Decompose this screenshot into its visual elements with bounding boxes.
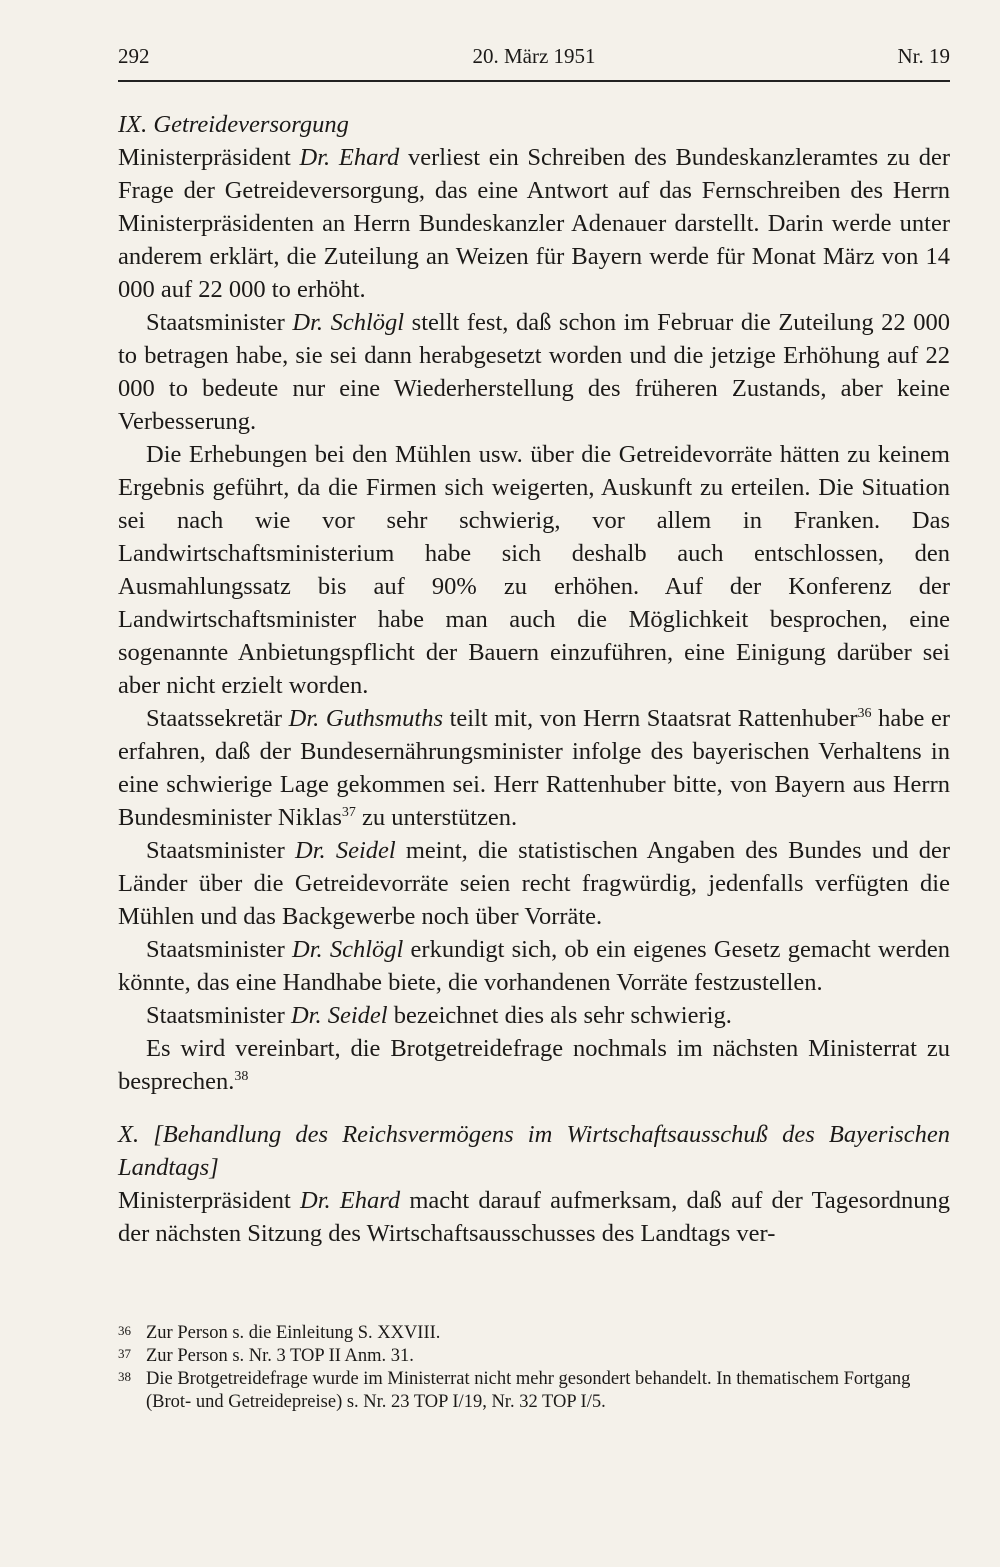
speaker-title: Dr.: [299, 144, 331, 171]
paragraph-text: Ministerpräsident: [118, 1187, 301, 1214]
paragraph-text: zu unterstützen.: [355, 804, 518, 831]
running-header: [118, 44, 950, 82]
speaker-name: Ehard: [339, 1187, 401, 1214]
paragraph-text: Staatssekretär: [146, 705, 289, 732]
section-heading-x: [118, 1118, 950, 1184]
speaker-name: Ehard: [338, 144, 400, 171]
main-text: [118, 108, 950, 1250]
paragraph: [118, 306, 950, 438]
footnote: [118, 1368, 950, 1414]
speaker-title: Dr.: [290, 1002, 322, 1029]
header-date: 20. März 1951: [472, 44, 596, 68]
paragraph-text: habe er erfahren, daß der Bundesernährungsminister infolge des bayerischen Verhaltens in eine schwierige Lage gekommen sei. Herr Rattenhuber bitte, von Bayern aus Herrn Bundesminister Niklas: [118, 705, 950, 831]
footnote-number: 37: [118, 1346, 131, 1361]
paragraph-text: Es wird vereinbart, die Brotgetreidefrage nochmals im nächsten Ministerrat zu besprechen.: [118, 1035, 950, 1095]
section-number: X.: [118, 1121, 140, 1148]
paragraph-text: macht darauf aufmerksam, daß auf der Tagesordnung der nächsten Sitzung des Wirtschaftsausschusses des Landtags ver-: [118, 1187, 951, 1247]
speaker-name: Seidel: [327, 1002, 388, 1029]
paragraph: [118, 999, 950, 1032]
paragraph: [118, 933, 950, 999]
footnote-ref[interactable]: 36: [857, 705, 872, 721]
paragraph-text: Staatsminister: [146, 837, 295, 864]
speaker-name: Seidel: [335, 837, 396, 864]
footnotes: [118, 1322, 950, 1414]
section-number: IX.: [118, 111, 148, 138]
paragraph: [118, 141, 950, 306]
paragraph-text: Ministerpräsident: [118, 144, 300, 171]
speaker-title: Dr.: [292, 936, 323, 963]
paragraph-text: stellt fest, daß schon im Februar die Zuteilung 22 000 to betragen habe, sie sei dann herabgesetzt worden und die jetzige Erhöhung auf 22 000 to bedeute nur eine Wiederherstellung des früheren Zustands, aber keine Verbesserung.: [118, 309, 950, 435]
footnote-text: Zur Person s. die Einleitung S. XXVIII.: [146, 1323, 441, 1343]
paragraph-text: Staatsminister: [146, 1002, 291, 1029]
footnote-number: 36: [118, 1323, 131, 1338]
footnote-text: Zur Person s. Nr. 3 TOP II Anm. 31.: [146, 1346, 414, 1366]
footnote-number: 38: [118, 1369, 131, 1384]
section-title: Getreideversorgung: [153, 111, 349, 138]
issue-number: Nr. 19: [897, 44, 950, 68]
footnote: [118, 1345, 950, 1368]
paragraph-text: meint, die statistischen Angaben des Bundes und der Länder über die Getreidevorräte seien recht fragwürdig, jedenfalls verfügten die Mühlen und das Backgewerbe noch über Vorräte.: [118, 837, 950, 930]
speaker-name: Schlögl: [330, 309, 405, 336]
speaker-title: Dr.: [292, 309, 324, 336]
paragraph-text: bezeichnet dies als sehr schwierig.: [387, 1002, 732, 1029]
paragraph: [118, 834, 950, 933]
footnote-ref[interactable]: 37: [341, 804, 356, 820]
speaker-title: Dr.: [288, 705, 320, 732]
paragraph-text: Staatsminister: [146, 936, 293, 963]
footnote-ref[interactable]: 38: [234, 1068, 249, 1084]
section-heading-ix: [118, 108, 950, 141]
speaker-title: Dr.: [295, 837, 326, 864]
page-number: 292: [118, 44, 150, 68]
speaker-name: Guthsmuths: [325, 705, 443, 732]
footnote-text: Die Brotgetreidefrage wurde im Ministerrat nicht mehr gesondert behandelt. In thematischem Fortgang (Brot- und Getreidepreise) s. Nr. 23 TOP I/19, Nr. 32 TOP I/5.: [146, 1369, 911, 1412]
paragraph-text: erkundigt sich, ob ein eigenes Gesetz gemacht werden könnte, das eine Handhabe biete, die vorhandenen Vorräte festzustellen.: [118, 936, 950, 996]
paragraph-text: Staatsminister: [146, 309, 293, 336]
footnote-separator: [118, 1310, 278, 1311]
paragraph-text: teilt mit, von Herrn Staatsrat Rattenhuber: [443, 705, 858, 732]
paragraph: [118, 1032, 950, 1098]
paragraph: Die Erhebungen bei den Mühlen usw. über die Getreidevorräte hätten zu keinem Ergebnis geführt, da die Firmen sich weigerten, Auskunft zu erteilen. Die Situation sei nach wie vor sehr schwierig, vor allem in Franken. Das Landwirtschaftsministerium habe sich deshalb auch entschlossen, den Ausmahlungssatz bis auf 90% zu erhöhen. Auf der Konferenz der Landwirtschaftsminister habe man auch die Möglichkeit besprochen, eine sogenannte Anbietungspflicht der Bauern einzuführen, eine Einigung darüber sei aber nicht erzielt worden.: [118, 441, 950, 699]
speaker-name: Schlögl: [329, 936, 404, 963]
section-title: [Behandlung des Reichsvermögens im Wirtschaftsausschuß des Bayerischen Landtags]: [118, 1121, 951, 1181]
paragraph: [118, 702, 950, 834]
footnote: [118, 1322, 950, 1345]
speaker-title: Dr.: [300, 1187, 331, 1214]
paragraph-text: verliest ein Schreiben des Bundeskanzleramtes zu der Frage der Getreideversorgung, das eine Antwort auf das Fernschreiben des Herrn Ministerpräsidenten an Herrn Bundeskanzler Adenauer darstellt. Darin werde unter anderem erklärt, die Zuteilung an Weizen für Bayern werde für Monat März von 14 000 auf 22 000 to erhöht.: [118, 144, 951, 303]
paragraph: [118, 1184, 950, 1250]
